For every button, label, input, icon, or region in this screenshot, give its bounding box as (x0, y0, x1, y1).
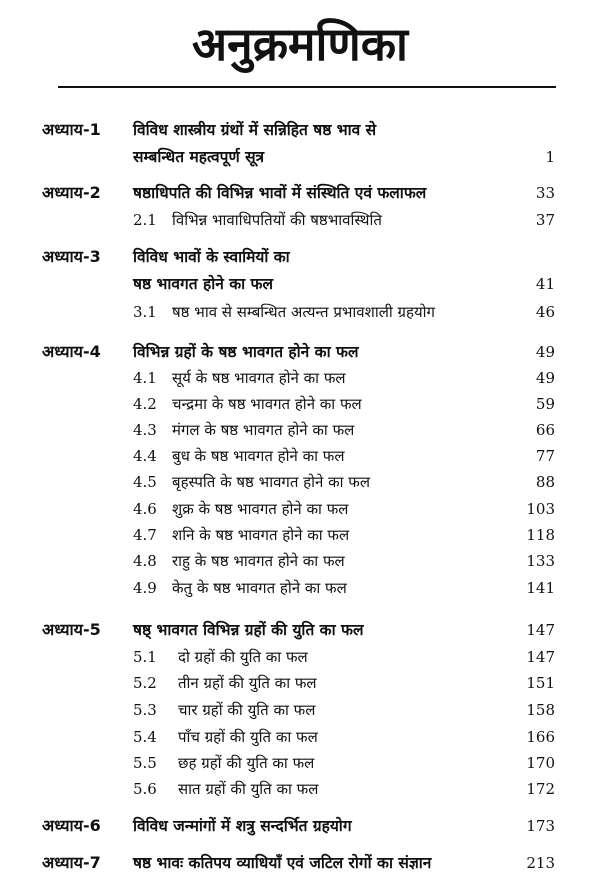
page-number: 166 (526, 728, 555, 746)
page-number: 118 (526, 526, 555, 544)
toc-section-row (0, 776, 600, 802)
toc-section-row (0, 750, 600, 776)
toc-section-row (0, 548, 600, 574)
toc-section-row (0, 469, 600, 495)
section-title: शनि के षष्ठ भावगत होने का फल (172, 526, 350, 544)
page-number: 141 (526, 579, 555, 597)
toc-chapter-row (0, 180, 600, 206)
toc-section-row (0, 697, 600, 723)
page-number: 158 (526, 701, 555, 719)
page-number: 170 (526, 754, 555, 772)
chapter-label: अध्याय-1 (42, 120, 101, 139)
page-number: 49 (535, 369, 555, 387)
title-divider (58, 86, 556, 88)
toc-section-row (0, 365, 600, 391)
page-number: 133 (526, 552, 555, 570)
section-title: बृहस्पति के षष्ठ भावगत होने का फल (172, 473, 371, 491)
toc-section-row (0, 575, 600, 601)
toc-section-row (0, 724, 600, 750)
toc-section-row (0, 644, 600, 670)
section-number: 5.4 (133, 728, 157, 746)
section-number: 4.6 (133, 500, 157, 518)
page-number: 46 (535, 303, 555, 321)
section-title: चार ग्रहों की युति का फल (178, 701, 316, 719)
section-number: 2.1 (133, 211, 157, 229)
page-number: 66 (535, 421, 555, 439)
section-title: तीन ग्रहों की युति का फल (178, 674, 317, 692)
toc-chapter-row (0, 617, 600, 643)
page-number: 33 (535, 184, 555, 202)
page-number: 88 (535, 473, 555, 491)
section-number: 4.5 (133, 473, 157, 491)
page-number: 213 (526, 854, 555, 872)
chapter-label: अध्याय-5 (42, 620, 101, 639)
toc-chapter-row (0, 850, 600, 876)
page-number: 77 (535, 447, 555, 465)
section-number: 4.2 (133, 395, 157, 413)
section-title: राहु के षष्ठ भावगत होने का फल (172, 552, 345, 570)
chapter-label: अध्याय-3 (42, 247, 101, 266)
toc-section-row (0, 417, 600, 443)
section-title: विभिन्न भावाधिपतियों की षष्ठभावस्थिति (172, 211, 382, 229)
chapter-label: अध्याय-6 (42, 816, 101, 835)
section-number: 4.4 (133, 447, 157, 465)
toc-chapter-row (0, 339, 600, 365)
section-title: चन्द्रमा के षष्ठ भावगत होने का फल (172, 395, 362, 413)
page-number: 49 (535, 343, 555, 361)
toc-section-row (0, 299, 600, 325)
section-title: केतु के षष्ठ भावगत होने का फल (172, 579, 347, 597)
page-number: 151 (526, 674, 555, 692)
page-number: 37 (535, 211, 555, 229)
section-title: शुक्र के षष्ठ भावगत होने का फल (172, 500, 349, 518)
chapter-title: षष्ठ भावः कतिपय व्याधियाँ एवं जटिल रोगों का संज्ञान (133, 854, 432, 872)
page-number: 103 (526, 500, 555, 518)
section-number: 4.3 (133, 421, 157, 439)
section-title: मंगल के षष्ठ भावगत होने का फल (172, 421, 355, 439)
toc-chapter-row (0, 813, 600, 839)
chapter-title: विविध भावों के स्वामियों का (133, 248, 290, 266)
section-title: पाँच ग्रहों की युति का फल (178, 728, 318, 746)
page-number: 147 (526, 648, 555, 666)
section-number: 4.9 (133, 579, 157, 597)
toc-chapter-row (0, 117, 600, 143)
section-title: षष्ठ भाव से सम्बन्धित अत्यन्त प्रभावशाली ग्रहयोग (172, 303, 436, 321)
toc-section-row (0, 496, 600, 522)
chapter-title: विभिन्न ग्रहों के षष्ठ भावगत होने का फल (133, 343, 359, 361)
page-number: 173 (526, 817, 555, 835)
page-number: 147 (526, 621, 555, 639)
section-number: 5.6 (133, 780, 157, 798)
section-title: बुध के षष्ठ भावगत होने का फल (172, 447, 345, 465)
page-number: 1 (545, 148, 555, 166)
section-title: दो ग्रहों की युति का फल (178, 648, 308, 666)
toc-chapter-row (0, 271, 600, 297)
section-title: सूर्य के षष्ठ भावगत होने का फल (172, 369, 346, 387)
section-number: 4.1 (133, 369, 157, 387)
chapter-title: षष्ठ् भावगत विभिन्न ग्रहों की युति का फल (133, 621, 364, 639)
section-number: 5.5 (133, 754, 157, 772)
section-number: 4.7 (133, 526, 157, 544)
page-number: 59 (535, 395, 555, 413)
page-title: अनुक्रमणिका (192, 17, 408, 71)
chapter-label: अध्याय-2 (42, 183, 101, 202)
toc-section-row (0, 443, 600, 469)
section-number: 5.2 (133, 674, 157, 692)
toc-chapter-row (0, 144, 600, 170)
chapter-title-continued: सम्बन्धित महत्वपूर्ण सूत्र (133, 148, 265, 166)
toc-section-row (0, 391, 600, 417)
toc-chapter-row (0, 244, 600, 270)
chapter-title: षष्ठाधिपति की विभिन्न भावों में संस्थिति एवं फलाफल (133, 184, 427, 202)
toc-section-row (0, 522, 600, 548)
page-number: 41 (535, 275, 555, 293)
section-number: 3.1 (133, 303, 157, 321)
chapter-title: विविध शास्त्रीय ग्रंथों में सन्निहित षष्ठ भाव से (133, 121, 377, 139)
section-number: 4.8 (133, 552, 157, 570)
page-number: 172 (526, 780, 555, 798)
toc-section-row (0, 670, 600, 696)
section-number: 5.3 (133, 701, 157, 719)
chapter-label: अध्याय-7 (42, 853, 101, 872)
section-title: छह ग्रहों की युति का फल (178, 754, 315, 772)
chapter-title-continued: षष्ठ भावगत होने का फल (133, 275, 273, 293)
chapter-title: विविध जन्मांगों में शत्रु सन्दर्भित ग्रहयोग (133, 817, 352, 835)
section-number: 5.1 (133, 648, 157, 666)
toc-section-row (0, 207, 600, 233)
chapter-label: अध्याय-4 (42, 342, 101, 361)
section-title: सात ग्रहों की युति का फल (178, 780, 319, 798)
